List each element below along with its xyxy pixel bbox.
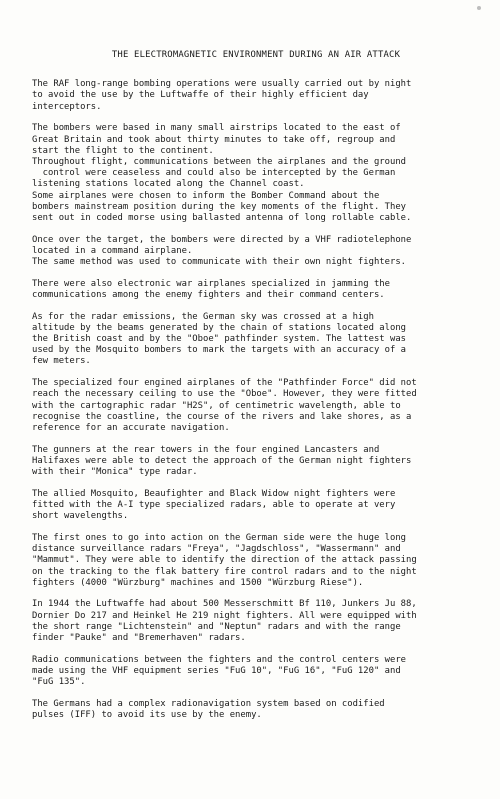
text-line: located in a command airplane. [32,245,193,256]
text-line: "FuG 135". [32,677,86,688]
text-line: few meters. [32,356,91,367]
paragraph [32,533,480,589]
text-line: Halifaxes were able to detect the approach of the German night fighters [32,455,412,466]
text-line: control were ceaseless and could also be intercepted by the German [32,168,396,179]
text-line: short wavelengths. [32,511,129,522]
paragraph [32,257,480,268]
text-line: The allied Mosquito, Beaufighter and Black Widow night fighters were [32,488,396,499]
text-line: Throughout flight, communications between the airplanes and the ground [32,156,407,167]
text-line: interceptors. [32,101,102,112]
text-line: recognise the coastline, the course of the rivers and lake shores, as a [32,411,412,422]
text-line: with the cartographic radar "H2S", of centimetric wavelength, able to [32,400,401,411]
text-line: bombers mainstream position during the key moments of the flight. They [32,201,407,212]
text-line: on the tracking to the flak battery fire control radars and to the night [32,566,417,577]
text-line: The bombers were based in many small airstrips located to the east of [32,123,401,134]
text-line: The Germans had a complex radionavigation system based on codified [32,698,385,709]
text-line: altitude by the beams generated by the chain of stations located along [32,322,407,333]
text-line: with their "Monica" type radar. [32,467,198,478]
paragraph [32,378,480,434]
text-line: Great Britain and took about thirty minutes to take off, regroup and [32,134,396,145]
paragraph [32,279,480,301]
text-line: distance surveillance radars "Freya", "Jagdschloss", "Wassermann" and [32,544,401,555]
paragraph [32,599,480,644]
text-line: used by the Mosquito bombers to mark the targets with an accuracy of a [32,345,407,356]
text-line: "Mammut". They were able to identify the direction of the attack passing [32,555,417,566]
text-line: the British coast and by the "Oboe" pathfinder system. The lattest was [32,334,407,345]
paragraph [32,655,480,689]
paragraph [32,312,480,368]
text-line: to avoid the use by the Luftwaffe of their highly efficient day [32,90,369,101]
text-line: In 1944 the Luftwaffe had about 500 Messerschmitt Bf 110, Junkers Ju 88, [32,599,417,610]
text-line: Some airplanes were chosen to inform the Bomber Command about the [32,190,380,201]
paragraph [32,79,480,113]
paragraph [32,235,480,257]
text-line: made using the VHF equipment series "FuG 10", "FuG 16", "FuG 120" and [32,665,401,676]
text-line: the short range "Lichtenstein" and "Neptun" radars and with the range [32,621,401,632]
text-line: finder "Pauke" and "Bremerhaven" radars. [32,633,246,644]
text-line: The RAF long-range bombing operations were usually carried out by night [32,79,412,90]
paragraph [32,699,480,721]
text-line: The specialized four engined airplanes of the "Pathfinder Force" did not [32,378,417,389]
text-line: There were also electronic war airplanes specialized in jamming the [32,278,390,289]
paragraph [32,123,480,157]
text-line: pulses (IFF) to avoid its use by the enemy. [32,710,262,721]
text-line: fitted with the A-I type specialized radars, able to operate at very [32,500,396,510]
paragraph [32,445,480,479]
text-line: communications among the enemy fighters and their command centers. [32,289,385,300]
text-line: Radio communications between the fighters and the control centers were [32,654,407,665]
text-line: fighters (4000 "Würzburg" machines and 1500 "Würzburg Riese"). [32,577,364,588]
text-line: reach the necessary ceiling to use the "Oboe". However, they were fitted [32,389,417,400]
text-line: As for the radar emissions, the German sky was crossed at a high [32,311,374,322]
text-line: Dornier Do 217 and Heinkel He 219 night fighters. All were equipped with [32,610,417,621]
paragraph [32,489,480,523]
paragraph [32,191,480,225]
punch-hole-mark [477,6,481,10]
text-line: The same method was used to communicate with their own night fighters. [32,257,407,268]
text-line: The first ones to go into action on the German side were the huge long [32,532,407,543]
text-line: listening stations located along the Channel coast. [32,179,305,190]
text-line: The gunners at the rear towers in the four engined Lancasters and [32,444,380,455]
text-line: Once over the target, the bombers were directed by a VHF radiotelephone [32,234,412,245]
text-line: reference for an accurate navigation. [32,422,230,433]
paragraph [32,157,480,191]
document-body [32,79,480,721]
text-line: sent out in coded morse using ballasted antenna of long rollable cable. [32,212,412,223]
document-title: THE ELECTROMAGNETIC ENVIRONMENT DURING AN AIR ATTACK [111,50,401,60]
text-line: start the flight to the continent. [32,145,214,156]
